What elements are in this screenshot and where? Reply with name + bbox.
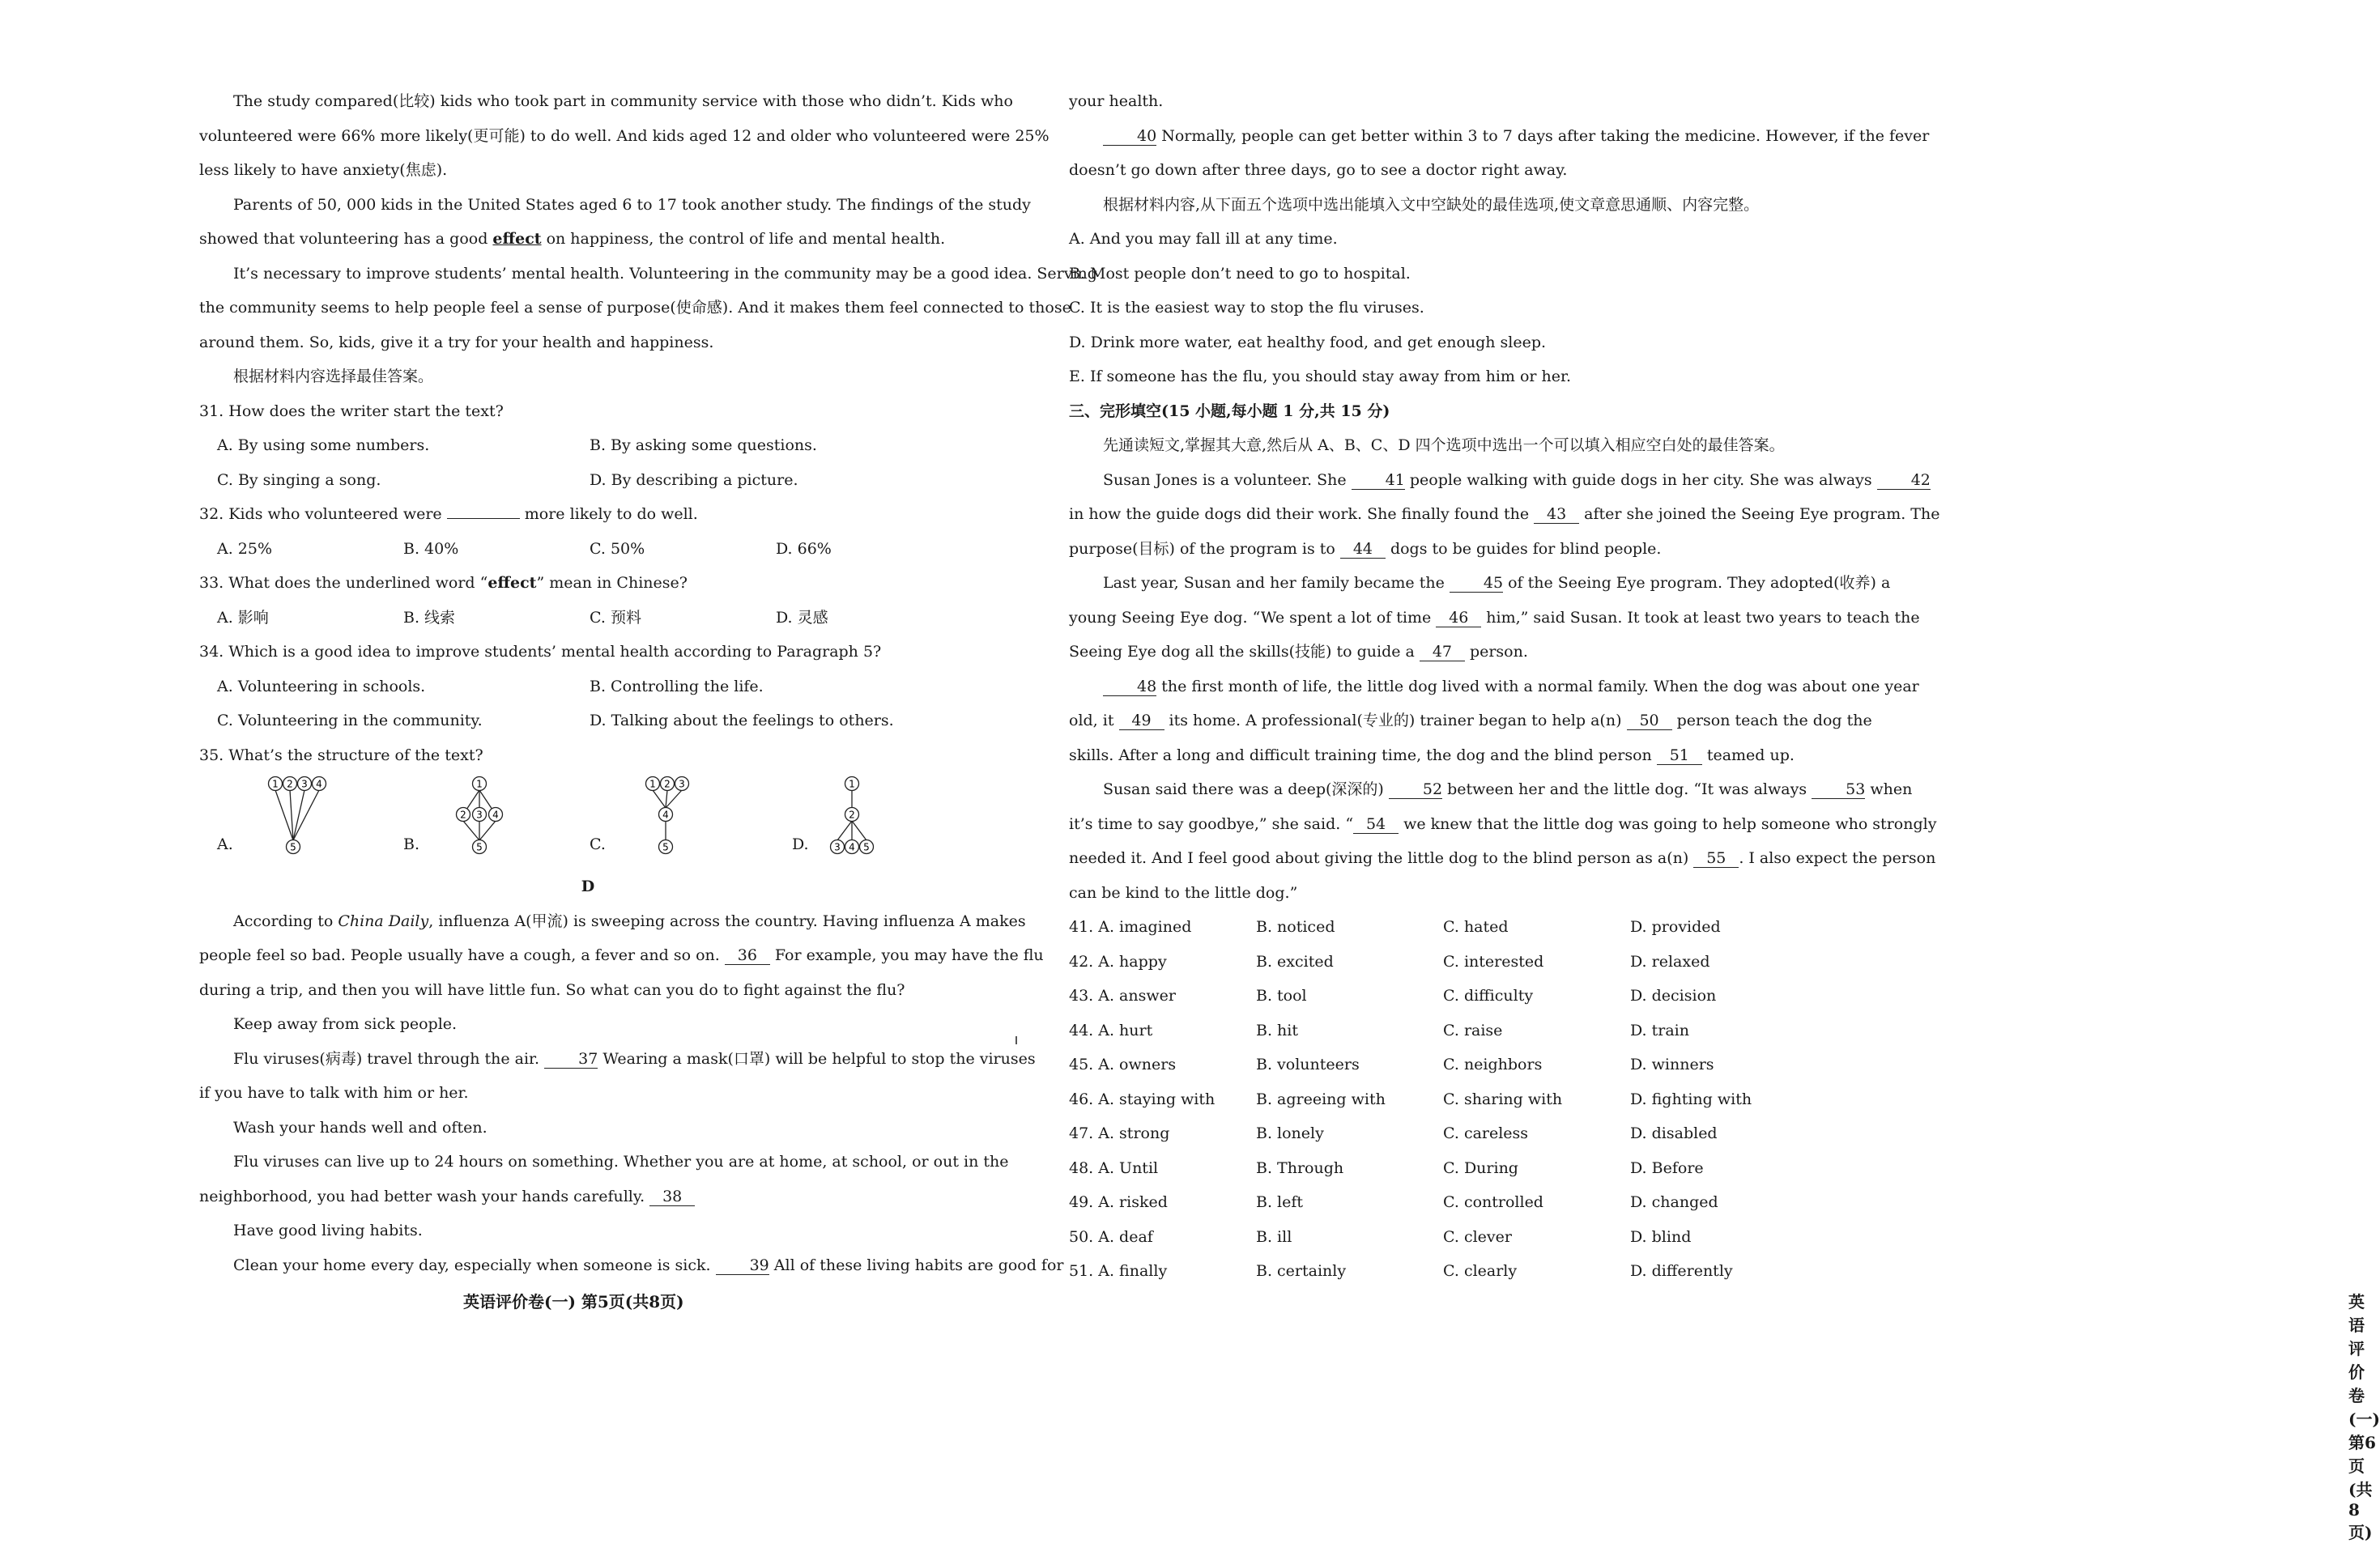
option: B. By asking some questions.	[590, 436, 817, 454]
option: A. Volunteering in schools.	[217, 677, 426, 695]
passage-line: around them. So, kids, give it a try for your health and happiness.	[199, 333, 714, 351]
choice: D. changed	[1630, 1193, 1718, 1211]
page-footer: 英语评价卷(一) 第5页(共8页)	[463, 1292, 684, 1311]
choice: C. difficulty	[1443, 987, 1534, 1005]
passage-line: C. It is the easiest way to stop the flu viruses.	[1069, 299, 1424, 317]
connector	[479, 821, 496, 840]
svg-text:2: 2	[287, 778, 293, 790]
svg-text:1: 1	[649, 778, 656, 790]
option: B. Controlling the life.	[590, 677, 764, 695]
cloze-line: in how the guide dogs did their work. She finally found the 43 after she joined the Seeing Eye program. The	[1069, 505, 1940, 523]
choice: B. ill	[1256, 1227, 1292, 1246]
svg-text:2: 2	[460, 809, 466, 821]
paragraph-node	[473, 840, 487, 854]
quoted-word: effect	[487, 574, 537, 592]
passage-line: Wash your hands well and often.	[233, 1118, 487, 1137]
svg-text:5: 5	[863, 841, 870, 853]
paragraph-node	[457, 808, 470, 822]
cloze-line: skills. After a long and difficult training time, the dog and the blind person 51 teamed up.	[1069, 746, 1795, 764]
cloze-line: can be kind to the little dog.”	[1069, 883, 1298, 902]
option: C. 50%	[590, 539, 645, 558]
page-5	[0, 0, 1097, 1363]
paragraph-node	[659, 840, 673, 854]
svg-text:5: 5	[662, 841, 669, 853]
answer-blank: 54	[1353, 815, 1399, 834]
paragraph-node	[489, 808, 503, 822]
choice: 47. A. strong	[1069, 1124, 1170, 1142]
choice: B. volunteers	[1256, 1056, 1360, 1073]
choice: D. Before	[1630, 1158, 1704, 1177]
choice-row	[1069, 910, 1843, 945]
structure-diagrams	[199, 772, 977, 869]
choice: D. winners	[1630, 1056, 1714, 1073]
choice: C. neighbors	[1443, 1056, 1543, 1073]
option: B. 线索	[403, 608, 456, 627]
passage-line: Parents of 50, 000 kids in the United States aged 6 to 17 took another study. The findings of the study	[233, 195, 1031, 214]
choice-row	[1069, 1116, 1843, 1151]
choice: B. noticed	[1256, 918, 1335, 936]
choice: 46. A. staying with	[1069, 1090, 1216, 1108]
connector	[293, 790, 304, 840]
choice: B. certainly	[1256, 1262, 1347, 1280]
answer-blank: 55	[1693, 849, 1739, 868]
choice: D. provided	[1630, 918, 1721, 936]
option: C. 预料	[590, 608, 641, 627]
choice: B. agreeing with	[1256, 1090, 1386, 1108]
choice: D. fighting with	[1630, 1090, 1752, 1108]
paragraph-node	[313, 777, 326, 791]
answer-blank: 53	[1812, 780, 1865, 799]
svg-text:3: 3	[301, 778, 308, 790]
svg-text:4: 4	[662, 809, 669, 821]
answer-blank: 52	[1389, 780, 1442, 799]
option: A. 25%	[217, 539, 273, 558]
answer-blank: 43	[1534, 505, 1579, 524]
structure-option-b	[403, 772, 565, 869]
svg-text:5: 5	[290, 841, 296, 853]
structure-option-a	[217, 772, 379, 869]
passage-line: According to China Daily, influenza A(甲流) is sweeping across the country. Having influenza A makes	[233, 912, 1026, 930]
cloze-line: old, it 49 its home. A professional(专业的) trainer began to help a(n) 50 person teach the dog the	[1069, 712, 1872, 729]
structure-diagram	[776, 772, 938, 869]
paragraph-node	[675, 777, 689, 791]
option-row	[199, 428, 977, 463]
choice-row	[1069, 1048, 1843, 1082]
connector	[666, 790, 667, 808]
choice: 51. A. finally	[1069, 1262, 1168, 1280]
svg-text:1: 1	[849, 778, 855, 790]
passage-line: It’s necessary to improve students’ mental health. Volunteering in the community may be a good idea. Serving	[233, 264, 1097, 283]
paragraph-node	[269, 777, 283, 791]
svg-text:5: 5	[476, 841, 483, 853]
choice-row	[1069, 945, 1843, 980]
choice: D. disabled	[1630, 1124, 1718, 1142]
passage-line: doesn’t go down after three days, go to see a doctor right away.	[1069, 161, 1568, 179]
passage-line: E. If someone has the flu, you should stay away from him or her.	[1069, 368, 1572, 385]
passage-line: The study compared(比较) kids who took part in community service with those who didn’t. Kids who	[233, 92, 1013, 110]
cloze-line: needed it. And I feel good about giving the little dog to the blind person as a(n) 55 . I also expect the person	[1069, 849, 1936, 867]
question-33: 33. What does the underlined word “effect” mean in Chinese?	[199, 574, 688, 592]
choice-row	[1069, 1151, 1843, 1186]
paragraph-node	[845, 840, 859, 854]
answer-blank: 46	[1436, 609, 1481, 627]
paragraph-node	[659, 808, 673, 822]
svg-text:1: 1	[272, 778, 279, 790]
choice: 48. A. Until	[1069, 1158, 1159, 1177]
choice: 45. A. owners	[1069, 1056, 1177, 1073]
choice: C. raise	[1443, 1021, 1503, 1039]
connector	[852, 821, 866, 840]
passage-line: Keep away from sick people.	[233, 1015, 458, 1033]
structure-diagram	[590, 772, 751, 869]
choice: 44. A. hurt	[1069, 1021, 1153, 1039]
cloze-line: Susan said there was a deep(深深的) 52 between her and the little dog. “It was always 53 when	[1103, 780, 1913, 798]
passage-line: neighborhood, you had better wash your hands carefully. 38	[199, 1180, 977, 1214]
cloze-line: purpose(目标) of the program is to 44 dogs to be guides for blind people.	[1069, 539, 1662, 558]
passage-line: Flu viruses can live up to 24 hours on something. Whether you are at home, at school, or out in the	[233, 1153, 1009, 1171]
choice: B. tool	[1256, 987, 1307, 1005]
paragraph-node	[283, 777, 297, 791]
answer-blank: 50	[1627, 712, 1672, 730]
answer-blank: 45	[1450, 574, 1503, 593]
passage-line: A. And you may fall ill at any time.	[1069, 230, 1338, 248]
option: D. 66%	[776, 539, 832, 558]
svg-text:4: 4	[316, 778, 322, 790]
passage-line: 根据材料内容选择最佳答案。	[233, 368, 434, 385]
answer-blank: 42	[1877, 471, 1931, 490]
passage-line: the community seems to help people feel a sense of purpose(使命感). And it makes them feel connected to those	[199, 299, 1071, 317]
svg-text:2: 2	[664, 778, 671, 790]
choice: B. lonely	[1256, 1124, 1324, 1142]
choice: 43. A. answer	[1069, 987, 1176, 1005]
structure-option-c	[590, 772, 751, 869]
choice: C. During	[1443, 1158, 1518, 1177]
answer-blank: 44	[1340, 540, 1386, 559]
choice: D. train	[1630, 1021, 1689, 1039]
choice: D. relaxed	[1630, 952, 1710, 971]
choice: D. blind	[1630, 1227, 1692, 1246]
option: C. By singing a song.	[217, 470, 381, 489]
choice-row	[1069, 1082, 1843, 1117]
passage-line: your health.	[1069, 92, 1164, 110]
choice: C. clever	[1443, 1227, 1512, 1246]
connector	[463, 821, 479, 840]
option: D. By describing a picture.	[590, 470, 798, 489]
choice-row	[1069, 1220, 1843, 1255]
section-heading-d: D	[581, 878, 595, 895]
option-row	[199, 601, 977, 635]
choice-row	[1069, 1014, 1843, 1048]
choice: D. differently	[1630, 1262, 1733, 1280]
cloze-line: Seeing Eye dog all the skills(技能) to guide a 47 person.	[1069, 643, 1528, 661]
question-34: 34. Which is a good idea to improve students’ mental health according to Paragraph 5?	[199, 643, 882, 661]
connector	[293, 790, 319, 840]
option-label: C.	[590, 835, 606, 853]
left-column	[199, 84, 1097, 1282]
choice: D. decision	[1630, 987, 1717, 1005]
passage-line: Clean your home every day, especially when someone is sick. 39 All of these living habits are good for	[233, 1256, 1064, 1274]
answer-blank: 48	[1103, 678, 1156, 696]
paragraph-node	[287, 840, 300, 854]
choice: B. excited	[1256, 952, 1334, 971]
svg-text:3: 3	[834, 841, 841, 853]
svg-text:3: 3	[679, 778, 685, 790]
cloze-line: it’s time to say goodbye,” she said. “ 54 we knew that the little dog was going to help someone who strongly	[1069, 814, 1937, 833]
choice-row	[1069, 979, 1843, 1014]
choice: B. Through	[1256, 1158, 1344, 1177]
cloze-line: 48 the first month of life, the little dog lived with a normal family. When the dog was about one year	[1069, 669, 1843, 704]
svg-text:3: 3	[476, 809, 483, 821]
passage-line: 40 Normally, people can get better within 3 to 7 days after taking the medicine. However, if the fever	[1069, 119, 1843, 154]
paragraph-node	[473, 777, 487, 791]
structure-diagram	[217, 772, 379, 869]
paragraph-node	[646, 777, 660, 791]
svg-text:1: 1	[476, 778, 483, 790]
paragraph-node	[845, 777, 859, 791]
question-35: 35. What’s the structure of the text?	[199, 746, 483, 764]
passage-line: B. Most people don’t need to go to hospital.	[1069, 264, 1411, 283]
cloze-line: Last year, Susan and her family became the 45 of the Seeing Eye program. They adopted(收养) a	[1103, 574, 1891, 592]
choice: C. interested	[1443, 952, 1544, 971]
option-label: D.	[792, 835, 809, 853]
passage-line: volunteered were 66% more likely(更可能) to do well. And kids aged 12 and older who volunteered were 25%	[199, 126, 1049, 145]
answer-blank: 41	[1352, 471, 1405, 490]
answer-blank: 40	[1103, 127, 1156, 146]
right-column	[1069, 84, 1940, 1289]
svg-text:4: 4	[849, 841, 855, 853]
option: A. By using some numbers.	[217, 436, 430, 454]
option-label: A.	[217, 835, 233, 853]
passage-line: Flu viruses(病毒) travel through the air. 37 Wearing a mask(口罩) will be helpful to stop the viruses	[233, 1049, 1036, 1068]
connector	[653, 790, 666, 808]
paragraph-node	[661, 777, 675, 791]
answer-blank	[447, 518, 520, 519]
question-31: 31. How does the writer start the text?	[199, 402, 504, 420]
option-row	[199, 703, 977, 738]
answer-blank: 38	[649, 1188, 695, 1206]
italic-source: China Daily	[338, 912, 429, 930]
choice: C. clearly	[1443, 1262, 1518, 1280]
connector	[666, 790, 682, 808]
option: A. 影响	[217, 608, 269, 627]
svg-text:2: 2	[849, 809, 855, 821]
cloze-line: young Seeing Eye dog. “We spent a lot of time 46 him,” said Susan. It took at least two years to teach the	[1069, 608, 1920, 627]
choice: C. careless	[1443, 1124, 1529, 1142]
answer-blank: 36	[725, 946, 770, 965]
cloze-line: Susan Jones is a volunteer. She 41 people walking with guide dogs in her city. She was always 42	[1103, 470, 1931, 489]
connector	[837, 821, 852, 840]
page-footer: 英语评价卷(一) 第6页(共8页)	[2348, 1292, 2380, 1542]
option: C. Volunteering in the community.	[217, 712, 483, 729]
question-32: 32. Kids who volunteered were more likely to do well.	[199, 505, 698, 523]
choice: B. left	[1256, 1193, 1304, 1211]
instruction-line: 先通读短文,掌握其大意,然后从 A、B、C、D 四个选项中选出一个可以填入相应空白处的最佳答案。	[1103, 436, 1785, 454]
passage-line: during a trip, and then you will have little fun. So what can you do to fight against the flu?	[199, 980, 905, 999]
passage-line: Have good living habits.	[233, 1222, 423, 1239]
choice: 50. A. deaf	[1069, 1227, 1153, 1246]
passage-line: people feel so bad. People usually have a cough, a fever and so on. 36 For example, you may have the flu	[199, 946, 1044, 964]
answer-blank: 39	[716, 1256, 769, 1275]
option-row	[199, 669, 977, 704]
passage-line: 根据材料内容,从下面五个选项中选出能填入文中空缺处的最佳选项,使文章意思通顺、内容完整。	[1103, 195, 1760, 214]
answer-blank: 47	[1420, 643, 1465, 661]
answer-blank: 37	[544, 1050, 598, 1069]
answer-blank: 49	[1119, 712, 1164, 730]
paragraph-node	[831, 840, 845, 854]
structure-diagram	[403, 772, 565, 869]
structure-option-d	[776, 772, 938, 869]
underlined-word: effect	[492, 230, 542, 248]
paragraph-node	[473, 808, 487, 822]
option: B. 40%	[403, 539, 459, 558]
answer-blank: 51	[1657, 746, 1702, 765]
passage-line: showed that volunteering has a good effect on happiness, the control of life and mental health.	[199, 230, 946, 248]
choice-row	[1069, 1185, 1843, 1220]
paragraph-node	[860, 840, 874, 854]
option-row	[199, 463, 977, 498]
choice: 42. A. happy	[1069, 952, 1167, 971]
passage-line: D. Drink more water, eat healthy food, and get enough sleep.	[1069, 333, 1547, 351]
svg-text:4: 4	[492, 809, 499, 821]
option: D. Talking about the feelings to others.	[590, 712, 894, 729]
option-row	[199, 532, 977, 567]
page-6	[1012, 0, 2380, 1542]
choice: C. hated	[1443, 918, 1509, 936]
choice: C. controlled	[1443, 1193, 1543, 1211]
paragraph-node	[845, 808, 859, 822]
option: D. 灵感	[776, 608, 828, 627]
passage-line: less likely to have anxiety(焦虑).	[199, 161, 448, 179]
choice: 41. A. imagined	[1069, 918, 1192, 936]
option-label: B.	[403, 835, 420, 853]
choice: B. hit	[1256, 1021, 1298, 1039]
choice-row	[1069, 1254, 1843, 1289]
passage-line: if you have to talk with him or her.	[199, 1084, 469, 1102]
choice: C. sharing with	[1443, 1090, 1563, 1108]
section-three-title: 三、完形填空(15 小题,每小题 1 分,共 15 分)	[1069, 402, 1390, 420]
paragraph-node	[298, 777, 312, 791]
choice: 49. A. risked	[1069, 1193, 1168, 1211]
